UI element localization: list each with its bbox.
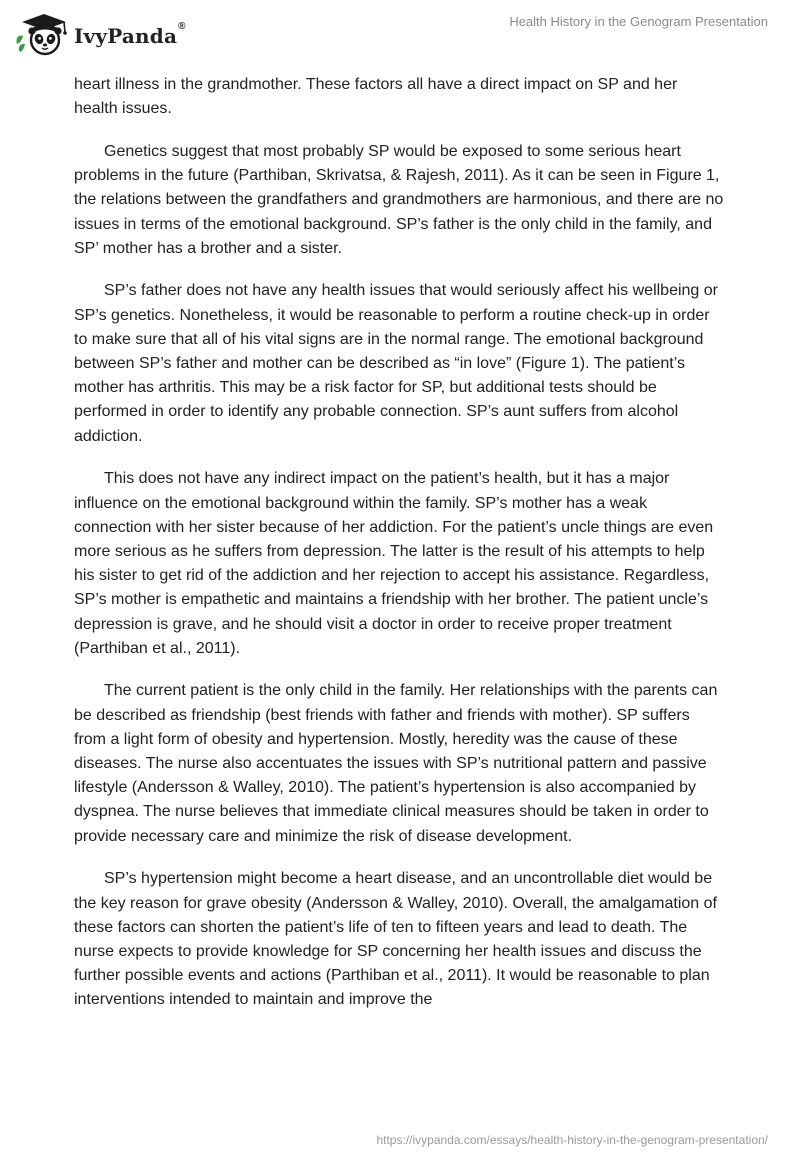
paragraph: SP’s hypertension might become a heart disease, and an uncontrollable diet would be the key reason for grave obesity (Andersson & Walley, 2010). Overall, the amalgamation of these factors can shorten the patient’s life of ten to fifteen years and lead to death. The nurse expects to provide knowledge for SP concerning her health issues and discuss the further possible events and actions (Parthiban et al., 2011). It would be reasonable to plan interventions intended to maintain and improve the — [74, 870, 717, 1009]
document-title: Health History in the Genogram Presentation — [509, 14, 768, 29]
source-url[interactable]: https://ivypanda.com/essays/health-history-in-the-genogram-presentation/ — [376, 1133, 768, 1147]
essay-body — [74, 73, 724, 1031]
paragraph: The current patient is the only child in the family. Her relationships with the parents can be described as friendship (best friends with father and friends with mother). SP suffers from a light form of obesity and hypertension. Mostly, heredity was the cause of these diseases. The nurse also accentuates the issues with SP’s nutritional pattern and passive lifestyle (Andersson & Walley, 2010). The patient’s hypertension is also accompanied by dyspnea. The nurse believes that immediate clinical measures should be taken in order to provide necessary care and minimize the risk of disease development. — [74, 682, 718, 845]
paragraph: Genetics suggest that most probably SP would be exposed to some serious heart problems in the future (Parthiban, Skrivatsa, & Rajesh, 2011). As it can be seen in Figure 1, the relations between the grandfathers and grandmothers are harmonious, and there are no issues in terms of the emotional background. SP’s father is the only child in the family, and SP’ mother has a brother and a sister. — [74, 142, 724, 257]
ivypanda-logo[interactable] — [14, 10, 186, 58]
brand-name: IvyPanda® — [74, 21, 186, 48]
paragraph: SP’s father does not have any health issues that would seriously affect his wellbeing or SP’s genetics. Nonetheless, it would be reasonable to perform a routine check-up in order to make sure that all of his vital signs are in the normal range. The emotional background between SP’s father and mother can be described as “in love” (Figure 1). The patient’s mother has arthritis. This may be a risk factor for SP, but additional tests should be performed in order to identify any probable connection. SP’s aunt suffers from alcohol addiction. — [74, 282, 718, 445]
panda-graduation-cap-icon — [14, 10, 70, 58]
page-header — [0, 0, 800, 70]
paragraph: This does not have any indirect impact on the patient’s health, but it has a major influence on the emotional background within the family. SP’s mother has a weak connection with her sister because of her addiction. For the patient’s uncle things are even more serious as he suffers from depression. The latter is the result of his attempts to help his sister to get rid of the addiction and her rejection to accept his assistance. Regardless, SP’s mother is empathetic and maintains a friendship with her brother. The patient uncle’s depression is grave, and he should visit a doctor in order to receive proper treatment (Parthiban et al., 2011). — [74, 470, 714, 657]
paragraph-continuation: heart illness in the grandmother. These factors all have a direct impact on SP and her health issues. — [74, 76, 678, 118]
registered-mark: ® — [178, 21, 186, 32]
